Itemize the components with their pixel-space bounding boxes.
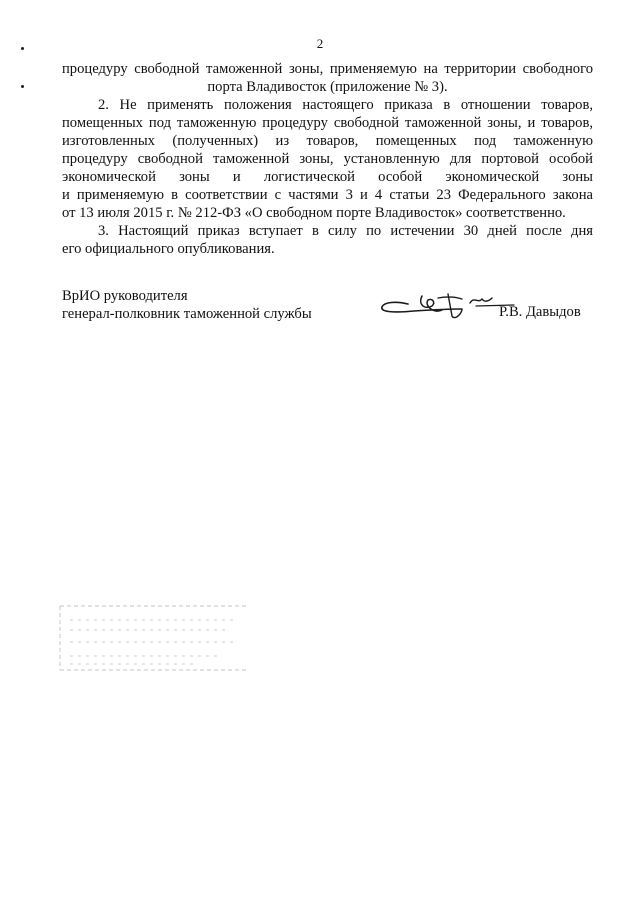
margin-mark: [21, 85, 24, 88]
signatory-rank: генерал-полковник таможенной службы: [62, 306, 312, 322]
paragraph-line: помещенных под таможенную процедуру свободной таможенной зоны, и товаров,: [62, 115, 593, 131]
paragraph-line: 3. Настоящий приказ вступает в силу по истечении 30 дней после дня: [98, 223, 593, 239]
handwritten-signature: [378, 290, 518, 324]
faint-stamp: [58, 602, 250, 674]
signatory-name: Р.В. Давыдов: [499, 304, 581, 320]
page-number: 2: [316, 36, 324, 51]
signatory-title: ВрИО руководителя: [62, 288, 188, 304]
paragraph-line: изготовленных (полученных) из товаров, помещенных под таможенную: [62, 133, 593, 149]
paragraph-line: процедуру свободной таможенной зоны, применяемую на территории свободного: [62, 61, 593, 77]
paragraph-line: 2. Не применять положения настоящего приказа в отношении товаров,: [98, 97, 593, 113]
paragraph-line: процедуру свободной таможенной зоны, установленную для портовой особой: [62, 151, 593, 167]
paragraph-line: от 13 июля 2015 г. № 212-ФЗ «О свободном порте Владивосток» соответственно.: [62, 205, 566, 221]
paragraph-line: его официального опубликования.: [62, 241, 275, 257]
paragraph-line: и применяемую в соответствии с частями 3 и 4 статьи 23 Федерального закона: [62, 187, 593, 203]
paragraph-line: экономической зоны и логистической особой экономической зоны: [62, 169, 593, 185]
paragraph-line: порта Владивосток (приложение № 3).: [207, 79, 448, 95]
